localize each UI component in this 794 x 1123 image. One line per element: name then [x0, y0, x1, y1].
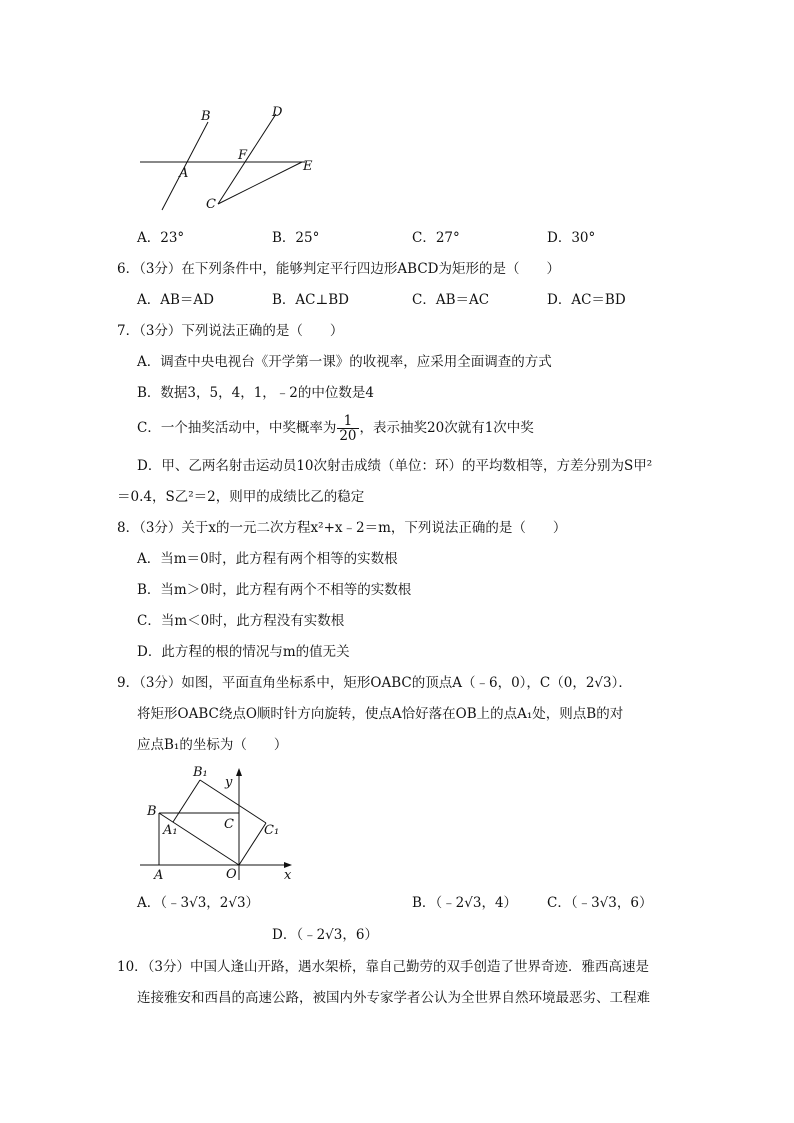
label-b1: B₁: [193, 765, 208, 780]
q8-option-d: D．此方程的根的情况与m的值无关: [137, 644, 350, 660]
label-c: C: [224, 817, 234, 832]
rotated-side-a1b1: [173, 780, 200, 822]
label-o: O: [226, 867, 237, 882]
q6-option-d: D．AC＝BD: [547, 292, 626, 308]
q8-option-a: A．当m＝0时，此方程有两个相等的实数根: [137, 551, 398, 567]
label-x: x: [284, 868, 292, 882]
rotated-rectangle-figure: [138, 762, 298, 882]
label-d: D: [272, 105, 283, 120]
label-b: B: [147, 804, 157, 819]
rotated-side-c1o: [239, 823, 266, 865]
q8-option-b: B．当m＞0时，此方程有两个不相等的实数根: [137, 582, 412, 598]
q9-option-b: B．（﹣2√3，4）: [412, 895, 518, 911]
q6-option-c: C．AB＝AC: [412, 292, 490, 308]
q5-option-a: A．23°: [137, 230, 185, 246]
label-f: F: [238, 148, 248, 163]
label-e: E: [303, 159, 313, 174]
fraction: [337, 414, 358, 443]
q10-stem-line1: 10．（3分）中国人逢山开路，遇水架桥，靠自己勤劳的双手创造了世界奇迹．雅西高速是: [117, 959, 650, 975]
q7-stem: 7．（3分）下列说法正确的是（ ）: [117, 323, 344, 339]
line-ce: [218, 162, 302, 204]
q9-stem-line1: 9．（3分）如图，平面直角坐标系中，矩形OABC的顶点A（﹣6，0），C（0，2√3）．: [117, 675, 632, 691]
q7-option-c: [137, 414, 534, 443]
y-axis-arrow: [236, 768, 242, 776]
q9-stem-line2: 将矩形OABC绕点O顺时针方向旋转，使点A恰好落在OB上的点A₁处，则点B的对: [137, 706, 624, 722]
q6-stem: 6．（3分）在下列条件中，能够判定平行四边形ABCD为矩形的是（ ）: [117, 261, 561, 277]
label-a: A: [154, 868, 164, 882]
label-a1: A₁: [163, 823, 178, 838]
fraction-denominator: 20: [339, 428, 357, 444]
q7-option-c-pre: C．一个抽奖活动中，中奖概率为: [137, 420, 337, 436]
q8-option-c: C．当m＜0时，此方程没有实数根: [137, 613, 345, 629]
q7-option-b: B．数据3，5，4，1，﹣2的中位数是4: [137, 385, 374, 401]
q7-option-c-post: ，表示抽奖20次就有1次中奖: [359, 420, 534, 436]
q10-stem-line2: 连接雅安和西昌的高速公路，被国内外专家学者公认为全世界自然环境最恶劣、工程难: [137, 990, 650, 1006]
q5-option-b: B．25°: [272, 230, 320, 246]
q7-option-a: A．调查中央电视台《开学第一课》的收视率，应采用全面调查的方式: [137, 354, 552, 370]
q6-option-b: B．AC⊥BD: [272, 292, 349, 308]
label-y: y: [225, 775, 233, 790]
q9-stem-line3: 应点B₁的坐标为（ ）: [137, 737, 288, 753]
q5-option-c: C．27°: [412, 230, 460, 246]
label-b: B: [201, 109, 211, 124]
q7-option-d-line1: D．甲、乙两名射击运动员10次射击成绩（单位：环）的平均数相等，方差分别为S甲²: [137, 458, 653, 474]
q5-option-d: D．30°: [547, 230, 596, 246]
q9-option-c: C．（﹣3√3，6）: [547, 895, 653, 911]
label-c: C: [206, 197, 216, 212]
fraction-numerator: 1: [337, 414, 358, 429]
q9-option-a: A．（﹣3√3，2√3）: [137, 895, 260, 911]
q6-option-a: A．AB＝AD: [137, 292, 214, 308]
q7-option-d-line2: ＝0.4，S乙²＝2，则甲的成绩比乙的稳定: [117, 489, 365, 505]
label-a: A: [179, 166, 189, 181]
label-c1: C₁: [264, 823, 280, 838]
q8-stem: 8．（3分）关于x的一元二次方程x²+x﹣2＝m，下列说法正确的是（ ）: [117, 520, 567, 536]
q9-option-d: D．（﹣2√3，6）: [272, 927, 378, 943]
parallel-lines-figure: [130, 100, 330, 215]
